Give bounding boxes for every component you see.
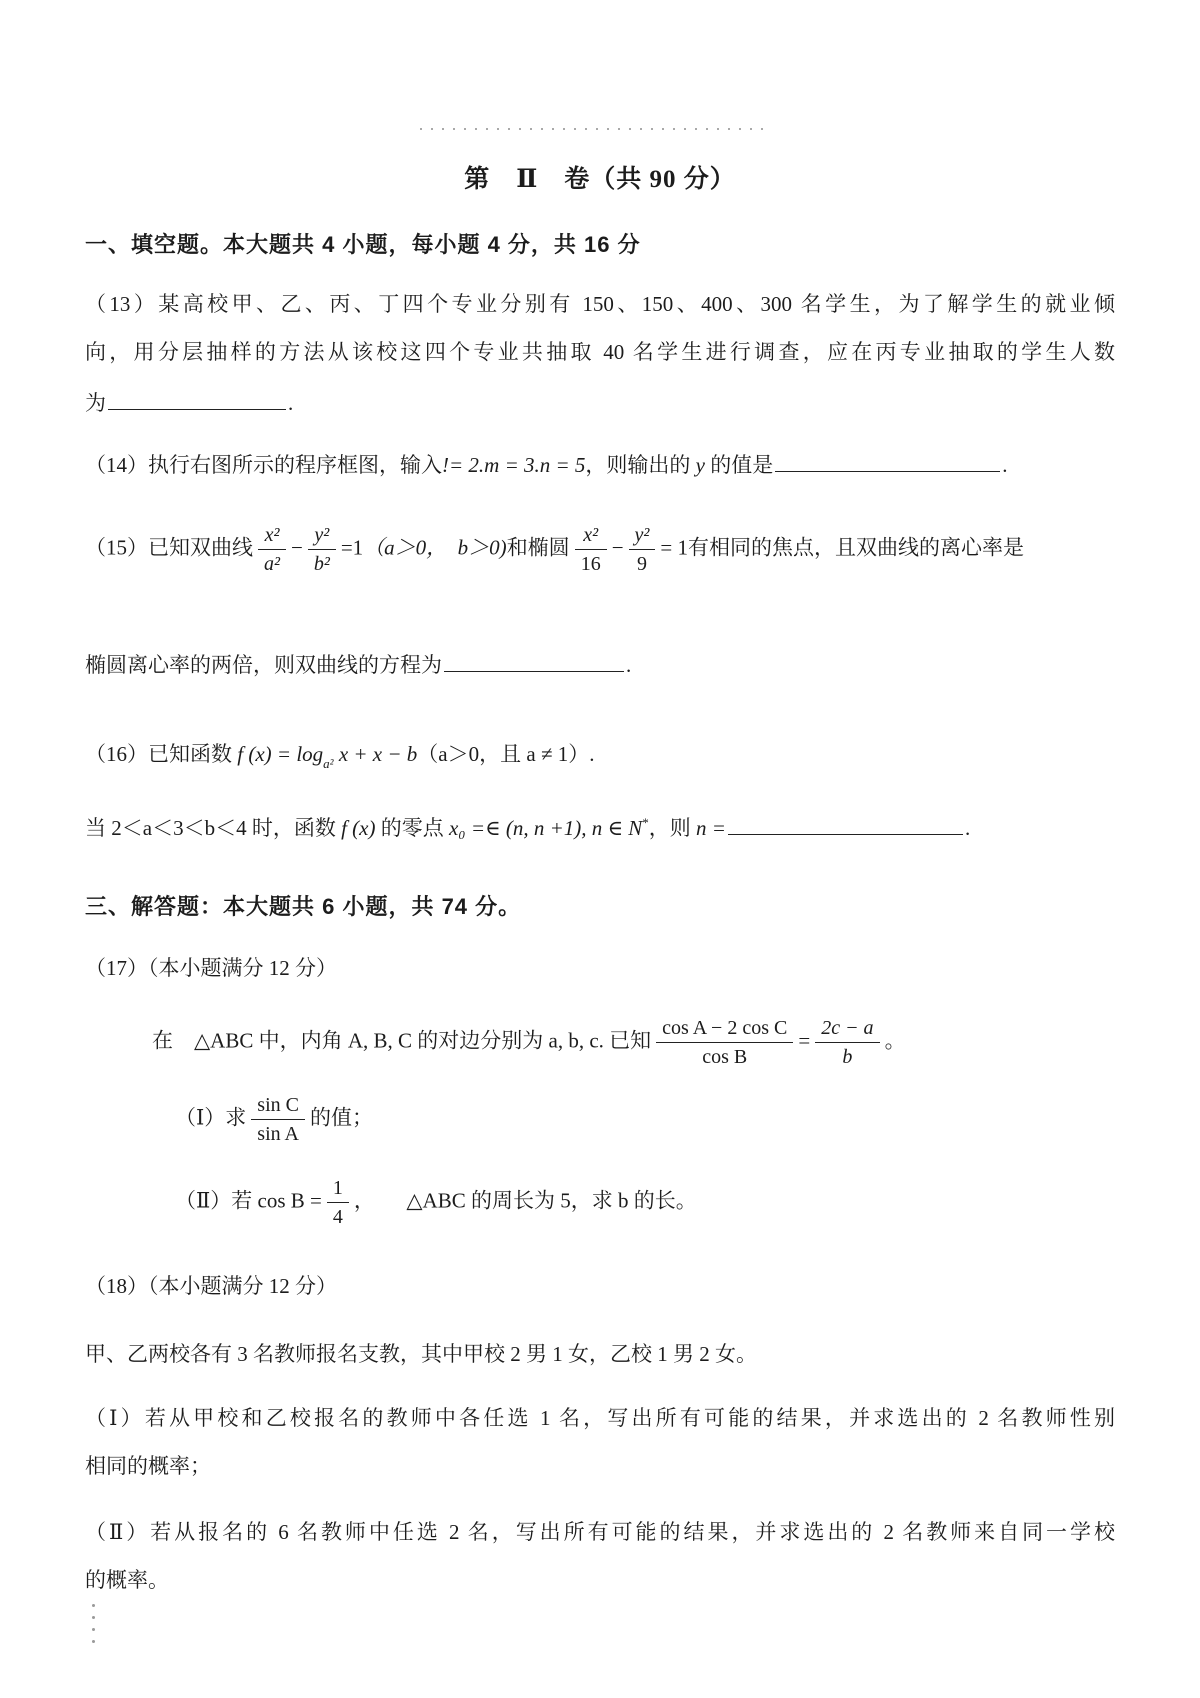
question-13-line-1: （13）某高校甲、乙、丙、丁四个专业分别有 150、150、400、300 名学生，为了解学生的就业倾 — [85, 292, 1115, 316]
q15-fraction-3: $\frac{\text{x²}}{16}$ — [575, 523, 607, 576]
question-18-part2-line-1: （Ⅱ）若从报名的 6 名教师中任选 2 名，写出所有可能的结果，并求选出的 2 名教师来自同一学校 — [85, 1520, 1115, 1544]
question-17-head: （17）（本小题满分 12 分） — [85, 956, 337, 980]
q14-suffix: 的值是 — [705, 453, 774, 477]
question-16-line-1 — [85, 740, 594, 773]
q17-p2-prefix: （Ⅱ）若 cos B = — [175, 1188, 322, 1213]
q15-eq-2: = 1 — [660, 535, 688, 560]
q16-n-equals: n = — [696, 816, 726, 840]
section-heading-answer: 三、解答题：本大题共 6 小题，共 74 分。 — [85, 894, 522, 919]
q17-body-prefix: 在 △ABC 中，内角 A, B, C 的对边分别为 a, b, c. 已知 — [152, 1028, 652, 1053]
question-18-part1-line-1: （Ⅰ）若从甲校和乙校报名的教师中各任选 1 名，写出所有可能的结果，并求选出的 2 名教师性别 — [85, 1406, 1115, 1430]
q15-fraction-1: $\frac{\text{x²}}{\text{a²}}$ — [258, 523, 286, 576]
q15-line2-prefix: 椭圆离心率的两倍，则双曲线的方程为 — [85, 653, 442, 677]
q13-prefix: 为 — [85, 391, 106, 415]
q16-formula-right: x + x − b — [333, 742, 418, 766]
q13-period: . — [288, 391, 294, 415]
q14-prefix: （14）执行右图所示的程序框图，输入 — [85, 453, 442, 477]
q17-p1-prefix: （Ⅰ）求 — [175, 1105, 247, 1130]
q15-fraction-2: $\frac{\text{y²}}{\text{b²}}$ — [308, 523, 336, 576]
q15-condition: （a＞0， b＞0) — [363, 535, 507, 560]
q16-prefix: （16）已知函数 — [85, 742, 238, 766]
q17-p2-suffix: ， △ABC 的周长为 5，求 b 的长。 — [353, 1188, 697, 1213]
q15-eq-1: =1 — [340, 535, 364, 560]
question-18-intro: 甲、乙两校各有 3 名教师报名支教，其中甲校 2 男 1 女，乙校 1 男 2 女。 — [85, 1342, 757, 1366]
q16-line2-period: . — [964, 816, 971, 840]
question-17-part-1 — [175, 1093, 373, 1146]
question-15-line-2 — [85, 650, 631, 679]
q17-p2-fraction: $\frac{1}{4}$ — [327, 1176, 349, 1229]
q15-prefix: （15）已知双曲线 — [85, 535, 253, 560]
question-16-line-2 — [85, 813, 970, 842]
q15-answer-blank — [444, 650, 624, 672]
page-title: 第 Ⅱ 卷（共 90 分） — [464, 166, 736, 193]
q15-suffix: 有相同的焦点，且双曲线的离心率是 — [688, 535, 1024, 560]
section-heading-fill: 一、填空题。本大题共 4 小题，每小题 4 分，共 16 分 — [85, 232, 641, 257]
q16-answer-blank — [728, 813, 963, 835]
q17-p1-fraction: $\frac{\text{sin C}}{\text{sin A}}$ — [251, 1093, 305, 1146]
q15-line2-period: . — [626, 653, 632, 677]
q16-zero-math: x₀ =∈ (n, n +1), n ∈ N — [448, 816, 643, 840]
question-18-part1-line-2: 相同的概率； — [85, 1454, 211, 1478]
q13-answer-blank — [108, 388, 286, 410]
q17-p1-suffix: 的值； — [309, 1105, 373, 1130]
question-13-line-3 — [85, 388, 293, 417]
q17-equals: = — [798, 1028, 811, 1053]
q16-line2-text-1: 当 2＜a＜3＜b＜4 时，函数 — [85, 816, 342, 840]
q16-line2-text-3: ，则 — [648, 816, 697, 840]
q15-minus-2: − — [611, 535, 624, 560]
q16-fx: f (x) — [341, 816, 376, 840]
q16-n-star-sup: * — [642, 815, 649, 830]
q17-body-suffix: 。 — [884, 1028, 906, 1053]
q16-line2-text-2: 的零点 — [375, 816, 449, 840]
q14-var-y: y — [695, 453, 705, 477]
question-17-part-2 — [175, 1176, 697, 1229]
q14-mid: ，则输出的 — [585, 453, 696, 477]
q15-minus-1: − — [291, 535, 303, 560]
question-13-line-2: 向，用分层抽样的方法从该校这四个专业共抽取 40 名学生进行调查，应在丙专业抽取的学生人数 — [85, 340, 1115, 364]
question-18-part2-line-2: 的概率。 — [85, 1568, 169, 1592]
q15-mid: 和椭圆 — [506, 535, 570, 560]
q17-fraction-2: $\frac{2c - a}{b}$ — [815, 1016, 879, 1069]
q16-formula-left: f (x) = log — [237, 742, 324, 766]
q16-log-base: a² — [323, 756, 334, 771]
question-18-head: （18）（本小题满分 12 分） — [85, 1274, 337, 1298]
question-15-line-1 — [85, 523, 1024, 576]
question-14 — [85, 450, 1008, 479]
q14-math: != 2.m = 3.n = 5 — [442, 453, 586, 477]
question-17-body — [152, 1016, 906, 1069]
q14-answer-blank — [775, 450, 1000, 472]
margin-dots — [92, 1604, 95, 1643]
q14-period: . — [1002, 453, 1008, 477]
q17-fraction-1: $\frac{\text{cos A − 2 cos C}}{\text{cos B}}$ — [656, 1016, 793, 1069]
q16-condition: （a＞0，且 a ≠ 1）. — [417, 742, 595, 766]
dotted-separator — [420, 128, 768, 130]
q15-fraction-4: $\frac{\text{y²}}{9}$ — [629, 523, 656, 576]
